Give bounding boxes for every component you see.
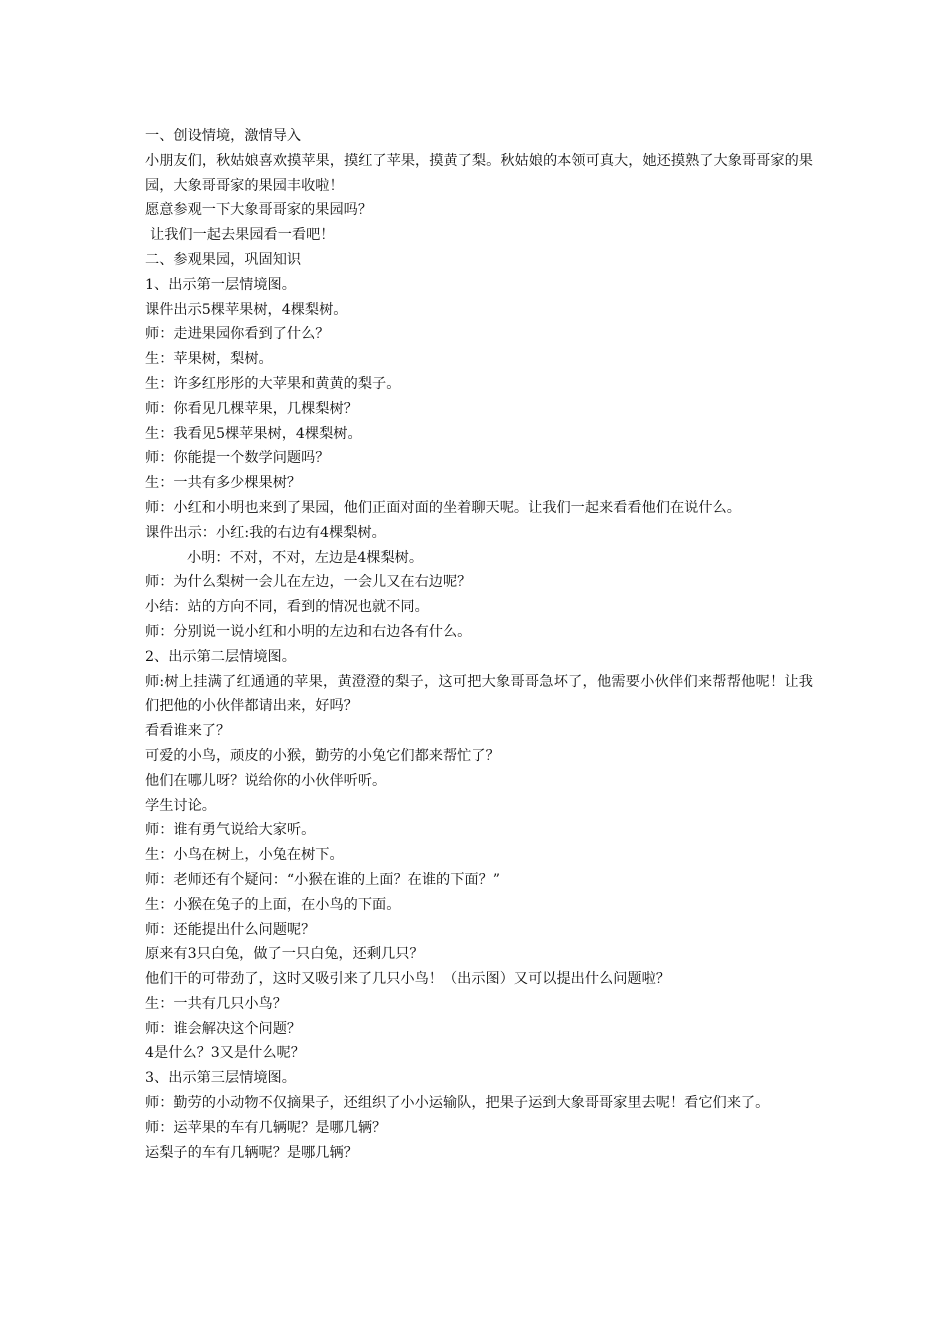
dialogue-line: 小明：不对，不对，左边是4棵梨树。 [187, 549, 424, 566]
dialogue-line: 师：走进果园你看到了什么？ [145, 326, 330, 343]
document-body [145, 124, 813, 1165]
dialogue-line: 他们在哪儿呀？说给你的小伙伴听听。 [145, 772, 387, 789]
section-heading-2: 二、参观果园，巩固知识 [145, 251, 302, 268]
dialogue-line: 运梨子的车有几辆呢？是哪几辆？ [145, 1144, 358, 1161]
dialogue-line: 生：一共有几只小鸟？ [145, 995, 287, 1012]
dialogue-line: 看看谁来了？ [145, 723, 231, 740]
dialogue-line: 师：你能提一个数学问题吗？ [145, 450, 330, 467]
dialogue-line: 师：分别说一说小红和小明的左边和右边各有什么。 [145, 623, 472, 640]
dialogue-line: 学生讨论。 [145, 797, 216, 814]
paragraph: 课件出示5棵苹果树，4棵梨树。 [145, 301, 348, 318]
paragraph: 愿意参观一下大象哥哥家的果园吗？ [145, 202, 373, 219]
dialogue-line: 师：小红和小明也来到了果园，他们正面对面的坐着聊天呢。让我们一起来看看他们在说什么。 [145, 499, 741, 516]
dialogue-line: 生：许多红彤彤的大苹果和黄黄的梨子。 [145, 375, 401, 392]
dialogue-line: 师：运苹果的车有几辆呢？是哪几辆？ [145, 1119, 387, 1136]
dialogue-line: 师：你看见几棵苹果，几棵梨树？ [145, 400, 358, 417]
dialogue-line: 可爱的小鸟，顽皮的小猴，勤劳的小兔它们都来帮忙了？ [145, 747, 500, 764]
dialogue-line: 生：小猴在兔子的上面，在小鸟的下面。 [145, 896, 401, 913]
dialogue-line: 他们干的可带劲了，这时又吸引来了几只小鸟！（出示图）又可以提出什么问题啦？ [145, 971, 670, 988]
subsection-heading-3: 3、出示第三层情境图。 [145, 1070, 296, 1087]
dialogue-line: 生：我看见5棵苹果树，4棵梨树。 [145, 425, 362, 442]
dialogue-line: 师：谁有勇气说给大家听。 [145, 822, 316, 839]
dialogue-line: 小结：站的方向不同，看到的情况也就不同。 [145, 599, 429, 616]
section-heading-1: 一、创设情境，激情导入 [145, 128, 302, 144]
subsection-heading-1: 1、出示第一层情境图。 [145, 276, 296, 293]
dialogue-line: 4是什么？3又是什么呢？ [145, 1045, 305, 1062]
dialogue-line: 生：苹果树，梨树。 [145, 351, 273, 368]
dialogue-line: 师：老师还有个疑问：“小猴在谁的上面？在谁的下面？” [145, 871, 501, 888]
paragraph: 小朋友们，秋姑娘喜欢摸苹果，摸红了苹果，摸黄了梨。秋姑娘的本领可真大，她还摸熟了大象哥哥家的果园，大象哥哥家的果园丰收啦！ [145, 152, 813, 194]
dialogue-line: 生：小鸟在树上，小兔在树下。 [145, 847, 344, 864]
dialogue-line: 师：还能提出什么问题呢？ [145, 921, 316, 938]
dialogue-line: 师：为什么梨树一会儿在左边，一会儿又在右边呢？ [145, 574, 472, 591]
dialogue-line: 原来有3只白兔，做了一只白兔，还剩几只？ [145, 946, 424, 963]
dialogue-line: 课件出示：小红:我的右边有4棵梨树。 [145, 524, 386, 541]
dialogue-line: 师：谁会解决这个问题？ [145, 1020, 302, 1037]
dialogue-line: 生：一共有多少棵果树？ [145, 475, 302, 492]
dialogue-line: 师:树上挂满了红通通的苹果，黄澄澄的梨子，这可把大象哥哥急坏了，他需要小伙伴们来帮帮他呢！让我们把他的小伙伴都请出来，好吗？ [145, 673, 813, 715]
subsection-heading-2: 2、出示第二层情境图。 [145, 648, 296, 665]
dialogue-line: 师：勤劳的小动物不仅摘果子，还组织了小小运输队，把果子运到大象哥哥家里去呢！看它们来了。 [145, 1095, 770, 1112]
paragraph: 让我们一起去果园看一看吧！ [150, 227, 335, 244]
